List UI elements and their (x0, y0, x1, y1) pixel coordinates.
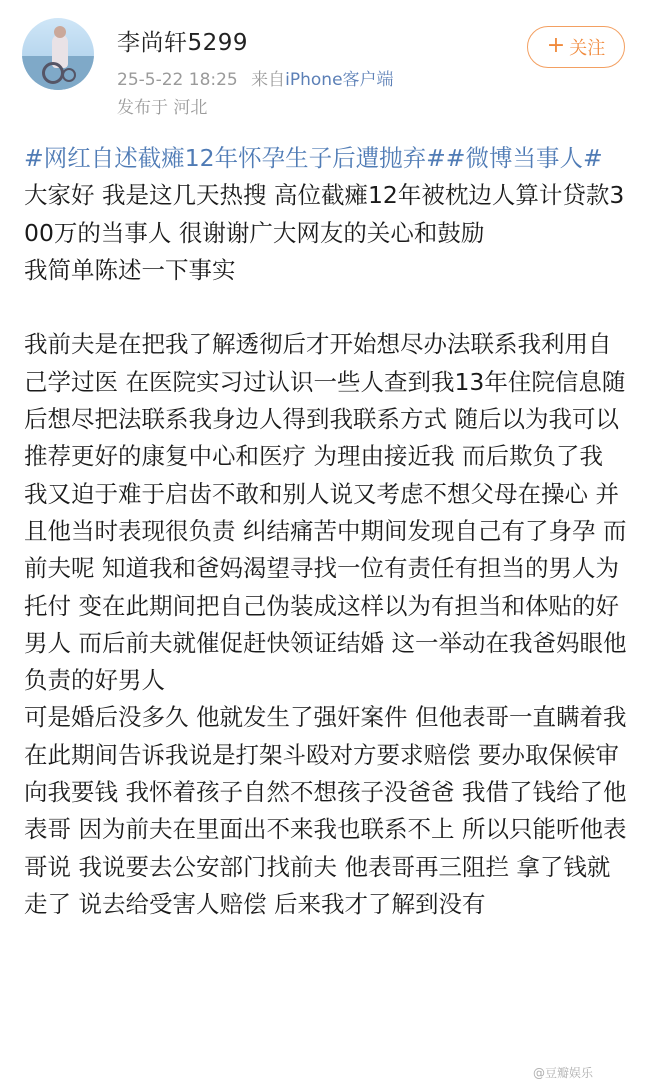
post-meta (117, 65, 394, 90)
follow-button[interactable] (527, 26, 625, 68)
post-paragraph-statement: 我简单陈述一下事实 (24, 255, 236, 284)
follow-button-label: 关注 (569, 38, 606, 59)
post-content (24, 140, 630, 923)
source-client-link[interactable]: iPhone客户端 (285, 70, 394, 90)
post-timestamp: 25-5-22 18:25 (117, 70, 238, 90)
avatar-small-wheel-shape (62, 68, 76, 82)
watermark: @豆瓣娱乐 (533, 1066, 594, 1080)
topic-hashtags[interactable]: #网红自述截瘫12年怀孕生子后遭抛弃##微博当事人# (24, 144, 603, 172)
source-prefix: 来自 (251, 70, 286, 90)
avatar-wheel-shape (42, 62, 64, 84)
avatar[interactable] (22, 18, 94, 90)
post-header (0, 0, 650, 130)
plus-icon: + (546, 33, 566, 58)
username[interactable]: 李尚轩5299 (117, 30, 249, 56)
post-paragraph-blank (24, 289, 630, 326)
post-location: 发布于 河北 (117, 98, 208, 118)
post-paragraph-story: 我前夫是在把我了解透彻后才开始想尽办法联系我利用自己学过医 在医院实习过认识一些人查到我13年住院信息随后想尽把法联系我身边人得到我联系方式 随后以为我可以推荐更好的康复中心和医疗 为理由接近我 而后欺负了我 我又迫于难于启齿不敢和别人说又考虑不想父母在操心 并且他当时表现很负责 纠结痛苦中期间发现自己有了身孕 而前夫呢 知道我和爸妈渴望寻找一位有责任有担当的男人为托付 变在此期间把自己伪装成这样以为有担当和体贴的好男人 而后前夫就催促赶快领证结婚 这一举动在我爸妈眼他负责的好男人 (24, 330, 627, 695)
avatar-head-shape (54, 26, 66, 38)
post-paragraph-marriage: 可是婚后没多久 他就发生了强奸案件 但他表哥一直瞒着我 在此期间告诉我说是打架斗殴对方要求赔偿 要办取保候审 向我要钱 我怀着孩子自然不想孩子没爸爸 我借了钱给了他表哥 因为前夫在里面出不来我也联系不上 所以只能听他表哥说 我说要去公安部门找前夫 他表哥再三阻拦 拿了钱就走了 说去给受害人赔偿 后来我才了解到没有 (24, 703, 627, 918)
post-paragraph-intro: 大家好 我是这几天热搜 高位截瘫12年被枕边人算计贷款300万的当事人 很谢谢广大网友的关心和鼓励 (24, 181, 625, 247)
